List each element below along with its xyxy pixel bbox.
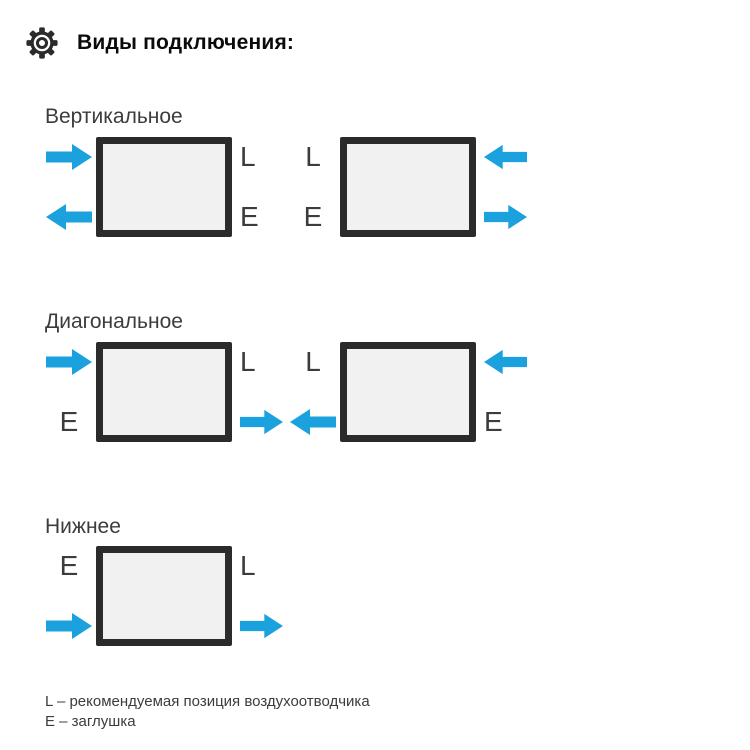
section-label: Нижнее	[45, 514, 121, 538]
port-letter-e: E	[484, 405, 503, 437]
header	[25, 25, 725, 61]
section-label: Вертикальное	[45, 105, 183, 128]
left-slot	[45, 342, 93, 442]
connection-section	[45, 105, 725, 237]
connection-section	[45, 310, 725, 442]
port-letter-l: L	[305, 140, 321, 172]
radiator-rect	[96, 342, 232, 442]
slot-cell	[45, 197, 93, 237]
arrow-right-icon	[46, 142, 92, 172]
slot-cell	[235, 197, 283, 237]
diagram-row	[45, 546, 725, 646]
slot-cell	[45, 546, 93, 586]
slot-cell	[45, 606, 93, 646]
slot-cell	[45, 342, 93, 382]
right-slot	[235, 546, 283, 646]
slot-cell	[289, 342, 337, 382]
slot-cell	[45, 402, 93, 442]
radiator-diagram	[289, 137, 527, 237]
legend-line-e: E – заглушка	[45, 712, 136, 730]
slot-cell	[45, 137, 93, 177]
slot-cell	[289, 137, 337, 177]
port-letter-e: E	[59, 550, 79, 582]
slot-cell	[235, 137, 283, 177]
port-letter-l: L	[240, 345, 256, 377]
slot-cell	[289, 197, 337, 237]
radiator-rect	[340, 342, 476, 442]
sections	[45, 105, 725, 646]
legend	[45, 692, 725, 731]
radiator-diagram	[289, 342, 527, 442]
slot-cell	[289, 402, 337, 442]
port-letter-e: E	[303, 200, 323, 232]
radiator-diagram	[45, 137, 283, 237]
slot-cell	[235, 402, 283, 442]
section-label: Диагональное	[45, 309, 183, 333]
slot-cell	[479, 402, 527, 442]
arrow-left-icon	[46, 202, 92, 232]
legend-line-l: L – рекомендуемая позиция воздухоотводчика	[45, 693, 370, 711]
right-slot	[235, 342, 283, 442]
arrow-right-icon	[46, 611, 92, 641]
slot-cell	[479, 342, 527, 382]
port-letter-e: E	[240, 200, 259, 232]
page-title: Виды подключения:	[77, 31, 295, 54]
arrow-right-icon	[240, 407, 283, 437]
slot-cell	[235, 546, 283, 586]
gear-icon	[25, 26, 59, 60]
connection-section	[45, 515, 725, 647]
port-letter-l: L	[240, 140, 256, 172]
left-slot	[45, 137, 93, 237]
port-letter-l: L	[240, 550, 256, 582]
radiator-rect	[96, 546, 232, 646]
radiator-diagram	[45, 342, 283, 442]
port-letter-e: E	[59, 405, 79, 437]
slot-cell	[479, 197, 527, 237]
radiator-diagram	[45, 546, 283, 646]
slot-cell	[479, 137, 527, 177]
left-slot	[45, 546, 93, 646]
arrow-right-icon	[484, 202, 527, 232]
slot-cell	[235, 606, 283, 646]
diagram-row	[45, 342, 725, 442]
arrow-left-icon	[484, 142, 527, 172]
right-slot	[479, 342, 527, 442]
left-slot	[289, 342, 337, 442]
right-slot	[479, 137, 527, 237]
diagram-row	[45, 137, 725, 237]
arrow-right-icon	[240, 611, 283, 641]
slot-cell	[235, 342, 283, 382]
radiator-rect	[96, 137, 232, 237]
port-letter-l: L	[305, 345, 321, 377]
left-slot	[289, 137, 337, 237]
arrow-right-icon	[46, 347, 92, 377]
radiator-rect	[340, 137, 476, 237]
right-slot	[235, 137, 283, 237]
arrow-left-icon	[484, 347, 527, 377]
arrow-left-icon	[290, 407, 336, 437]
